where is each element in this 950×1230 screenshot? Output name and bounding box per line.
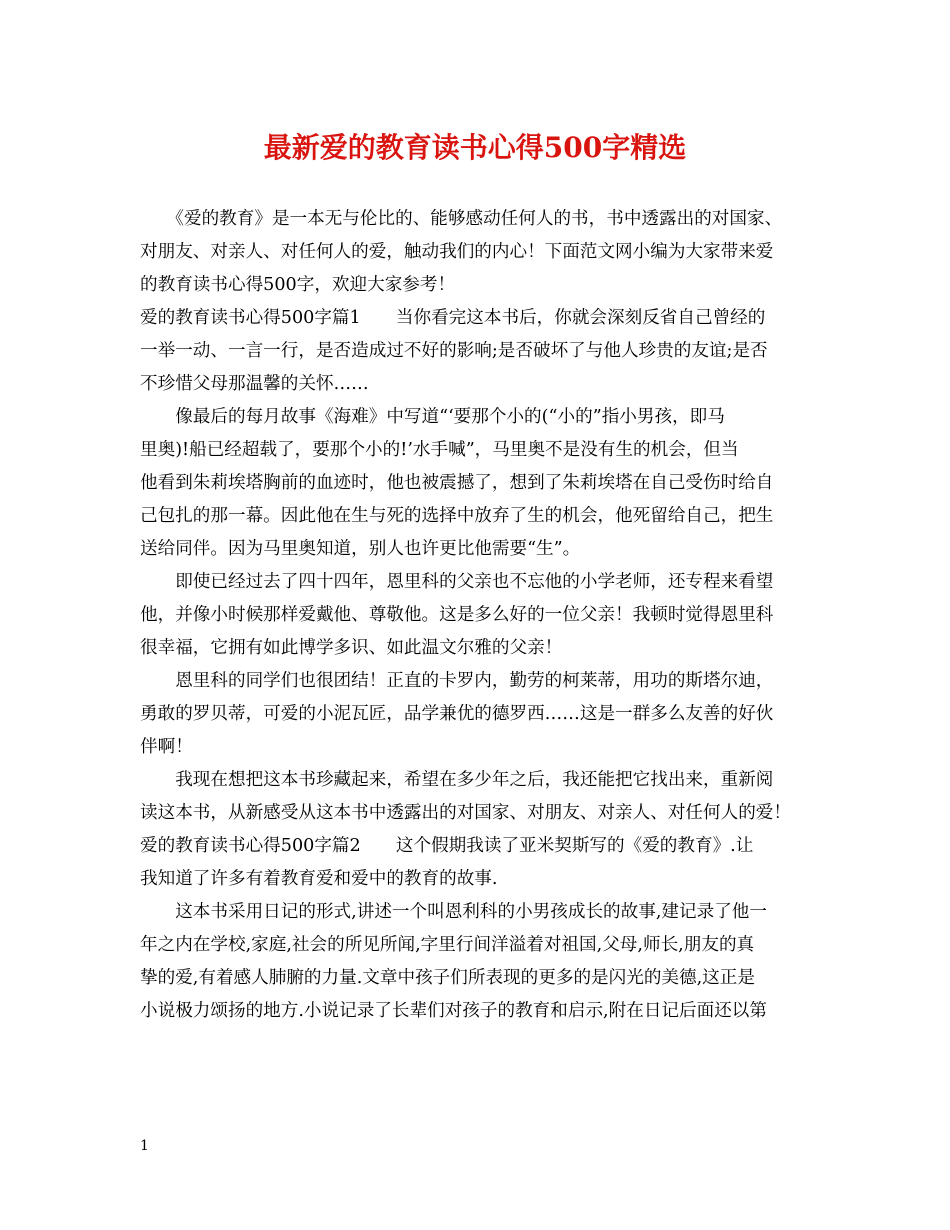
text-line: 很幸福，它拥有如此博学多识、如此温文尔雅的父亲！ xyxy=(140,638,563,658)
text-line: 爱的教育读书心得500字篇1 当你看完这本书后，你就会深刻反省自己曾经的 xyxy=(140,308,766,328)
text-line: 伴啊！ xyxy=(140,737,193,757)
text-line: 这本书采用日记的形式,讲述一个叫恩利科的小男孩成长的故事,建记录了他一 xyxy=(140,902,767,922)
text-line: 里奥)!船已经超载了，要那个小的!’水手喊”，马里奥不是没有生的机会，但当 xyxy=(140,440,739,460)
text-line: 我现在想把这本书珍藏起来，希望在多少年之后，我还能把它找出来，重新阅 xyxy=(140,770,774,790)
text-line: 送给同伴。因为马里奥知道，别人也许更比他需要“生”。 xyxy=(140,539,581,559)
text-line: 对朋友、对亲人、对任何人的爱，触动我们的内心！下面范文网小编为大家带来爱 xyxy=(140,242,774,262)
document-title: 最新爱的教育读书心得500字精选 xyxy=(263,131,687,164)
text-line: 己包扎的那一幕。因此他在生与死的选择中放弃了生的机会，他死留给自己，把生 xyxy=(140,506,774,526)
text-line: 的教育读书心得500字，欢迎大家参考！ xyxy=(140,275,456,295)
text-line: 恩里科的同学们也很团结！正直的卡罗内，勤劳的柯莱蒂，用功的斯塔尔迪， xyxy=(140,671,774,691)
page-number: 1 xyxy=(140,1138,149,1154)
text-line: 小说极力颂扬的地方.小说记录了长辈们对孩子的教育和启示,附在日记后面还以第 xyxy=(140,1001,767,1021)
text-line: 一举一动、一言一行，是否造成过不好的影响;是否破坏了与他人珍贵的友谊;是否 xyxy=(140,341,768,361)
text-line: 读这本书，从新感受从这本书中透露出的对国家、对朋友、对亲人、对任何人的爱！ xyxy=(140,803,791,823)
document-body xyxy=(140,203,820,1028)
text-line: 勇敢的罗贝蒂，可爱的小泥瓦匠，品学兼优的德罗西……这是一群多么友善的好伙 xyxy=(140,704,774,724)
text-line: 《爱的教育》是一本无与伦比的、能够感动任何人的书，书中透露出的对国家、 xyxy=(140,209,783,229)
text-line: 爱的教育读书心得500字篇2 这个假期我读了亚米契斯写的《爱的教育》.让 xyxy=(140,836,754,856)
text-line: 挚的爱,有着感人肺腑的力量.文章中孩子们所表现的更多的是闪光的美德,这正是 xyxy=(140,968,755,988)
text-line: 像最后的每月故事《海难》中写道“‘要那个小的(“小的”指小男孩，即马 xyxy=(140,407,725,427)
text-line: 他，并像小时候那样爱戴他、尊敬他。这是多么好的一位父亲！我顿时觉得恩里科 xyxy=(140,605,774,625)
text-line: 即使已经过去了四十四年，恩里科的父亲也不忘他的小学老师，还专程来看望 xyxy=(140,572,774,592)
text-line: 我知道了许多有着教育爱和爱中的教育的故事. xyxy=(140,869,498,889)
text-line: 不珍惜父母那温馨的关怀…… xyxy=(140,374,369,394)
text-line: 他看到朱莉埃塔胸前的血迹时，他也被震撼了，想到了朱莉埃塔在自己受伤时给自 xyxy=(140,473,774,493)
text-line: 年之内在学校,家庭,社会的所见所闻,字里行间洋溢着对祖国,父母,师长,朋友的真 xyxy=(140,935,755,955)
